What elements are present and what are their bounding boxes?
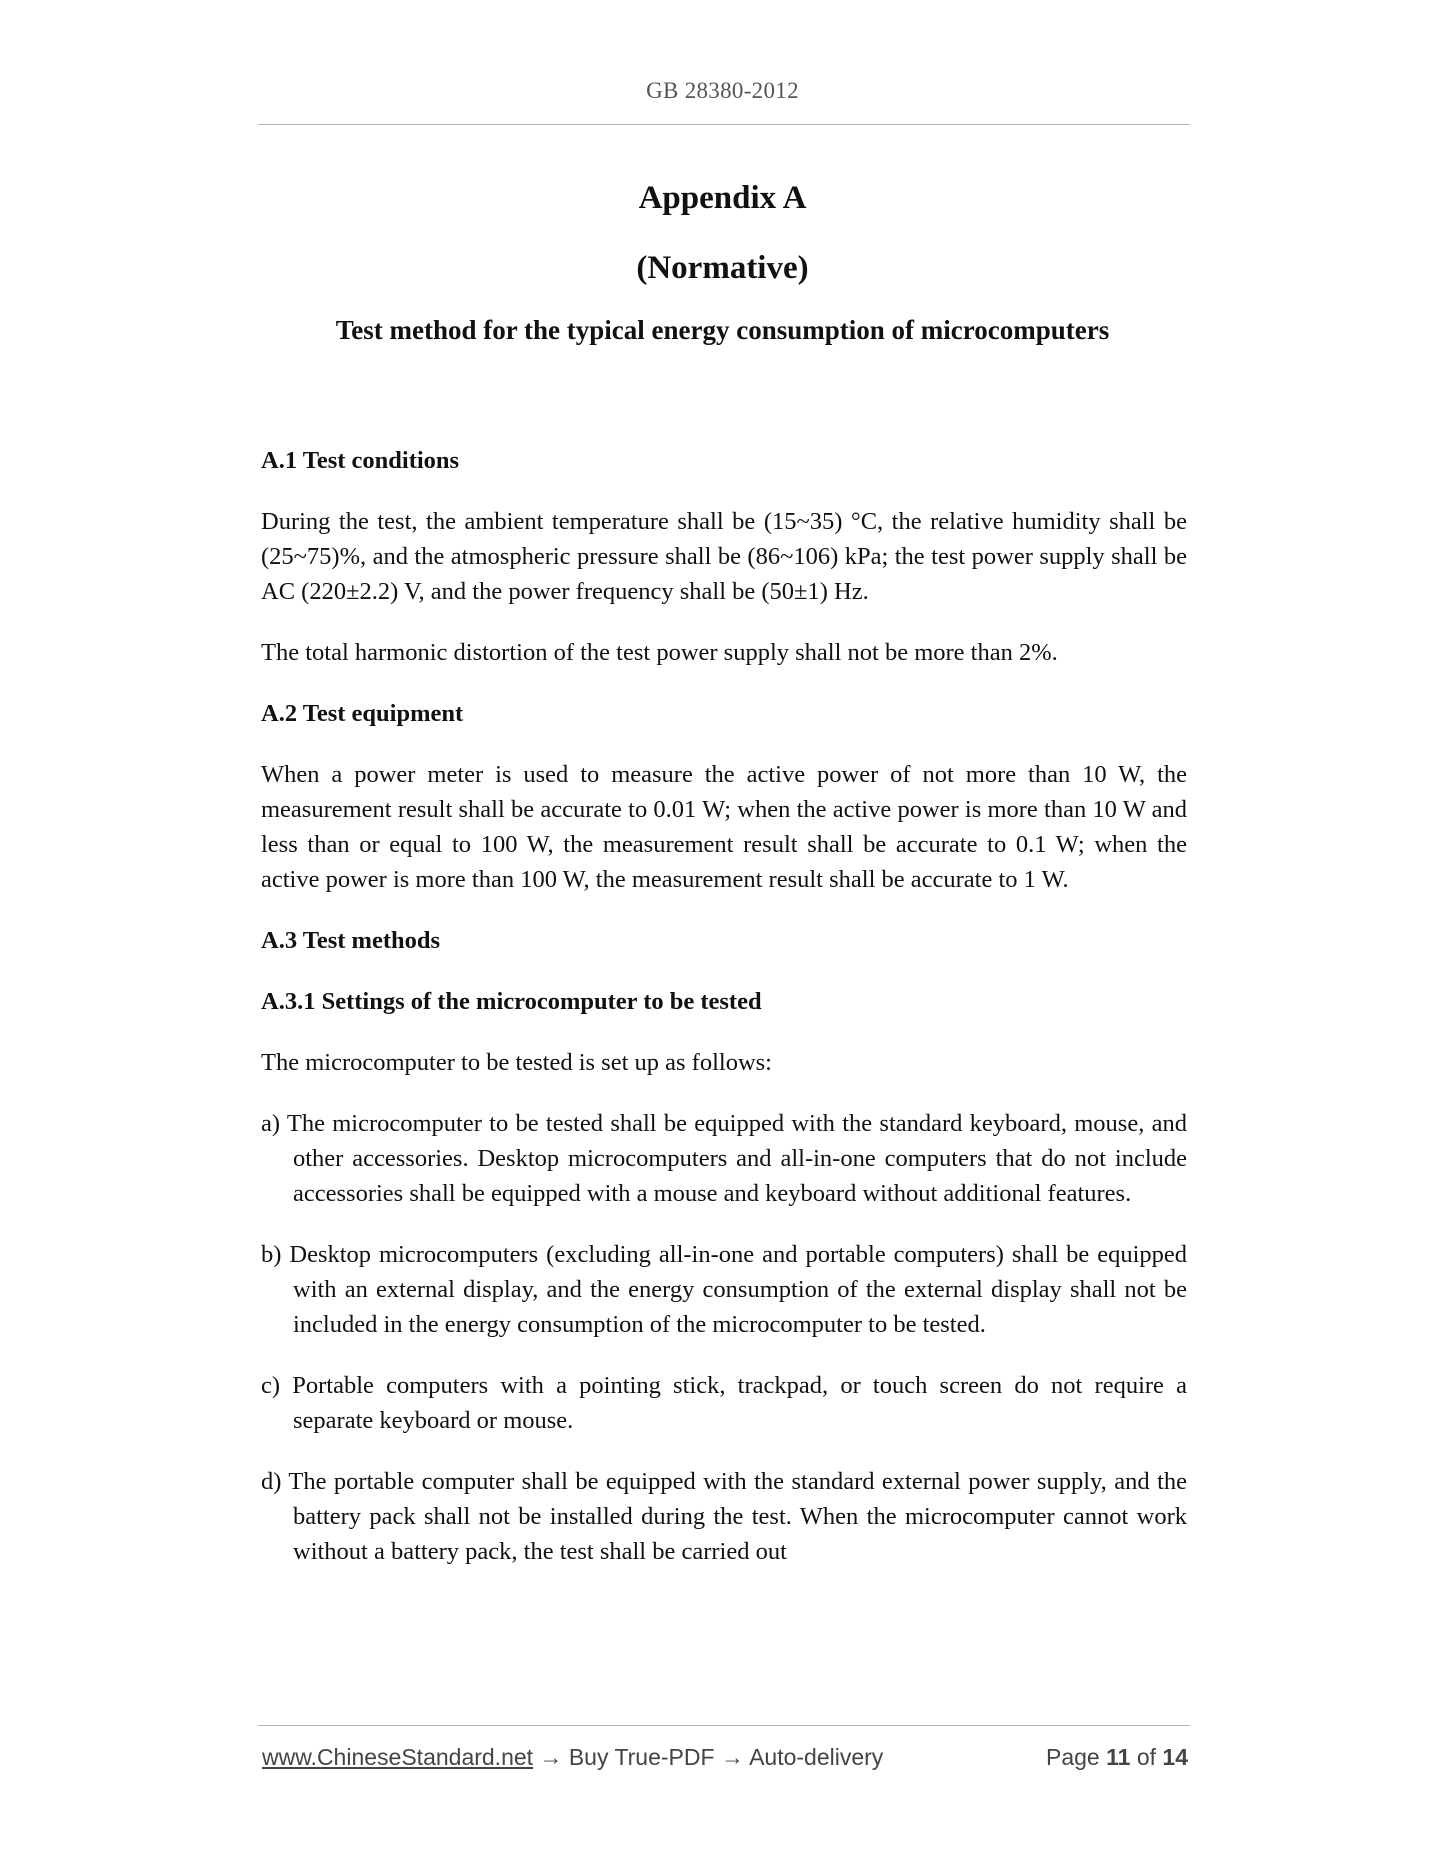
list-item: d) The portable computer shall be equipped with the standard external power supply, and the battery pack shall not be installed during the test. When the microcomputer cannot work without a battery pack, the test shall be carried out (261, 1468, 1187, 1565)
site-link[interactable]: www.ChineseStandard.net (262, 1744, 534, 1770)
list-item: a) The microcomputer to be tested shall be equipped with the standard keyboard, mouse, and other accessories. Desktop microcomputers and all-in-one computers that do not include accessories shall be equipped with a mouse and keyboard without additional features. (261, 1110, 1187, 1207)
section-heading-a1: A.1 Test conditions (261, 447, 460, 474)
list-item: b) Desktop microcomputers (excluding all-in-one and portable computers) shall be equipped with an external display, and the energy consumption of the external display shall not be included in the energy consumption of the microcomputer to be tested. (261, 1241, 1187, 1338)
paragraph-a1-distortion: The total harmonic distortion of the test power supply shall not be more than 2%. (261, 639, 1058, 666)
arrow-right-icon: → (720, 1744, 744, 1770)
footer-divider (258, 1725, 1190, 1726)
page-current: 11 (1106, 1744, 1131, 1770)
list-item: c) Portable computers with a pointing stick, trackpad, or touch screen do not require a separate keyboard or mouse. (261, 1372, 1187, 1434)
appendix-title: Appendix A (638, 180, 807, 216)
footer-links (262, 1744, 883, 1771)
header-divider (258, 124, 1190, 125)
section-heading-a31: A.3.1 Settings of the microcomputer to be tested (261, 988, 762, 1015)
appendix-type: (Normative) (636, 250, 809, 286)
section-heading-a2: A.2 Test equipment (261, 700, 464, 727)
header-standard-code: GB 28380-2012 (646, 78, 799, 103)
paragraph-a1-conditions: During the test, the ambient temperature shall be (15~35) °C, the relative humidity shall be (25~75)%, and the atmospheric pressure shall be (86~106) kPa; the test power supply shall be AC (220±2.2) V, and the power frequency shall be (50±1) Hz. (261, 508, 1187, 605)
page-of-label: of (1136, 1744, 1157, 1770)
page-label: Page (1046, 1744, 1100, 1770)
paragraph-a31-intro: The microcomputer to be tested is set up as follows: (261, 1049, 772, 1076)
page-number (1046, 1744, 1188, 1771)
page-total: 14 (1162, 1744, 1188, 1770)
section-heading-a3: A.3 Test methods (261, 927, 441, 954)
buy-pdf-text: Buy True-PDF (568, 1744, 715, 1770)
paragraph-a2-equipment: When a power meter is used to measure the active power of not more than 10 W, the measurement result shall be accurate to 0.01 W; when the active power is more than 10 W and less than or equal to 100 W, the measurement result shall be accurate to 0.1 W; when the active power is more than 100 W, the measurement result shall be accurate to 1 W. (261, 761, 1187, 893)
arrow-right-icon: → (539, 1744, 563, 1770)
auto-delivery-text: Auto-delivery (749, 1744, 884, 1770)
document-body (261, 443, 1187, 1569)
appendix-subject: Test method for the typical energy consumption of microcomputers (335, 315, 1110, 345)
